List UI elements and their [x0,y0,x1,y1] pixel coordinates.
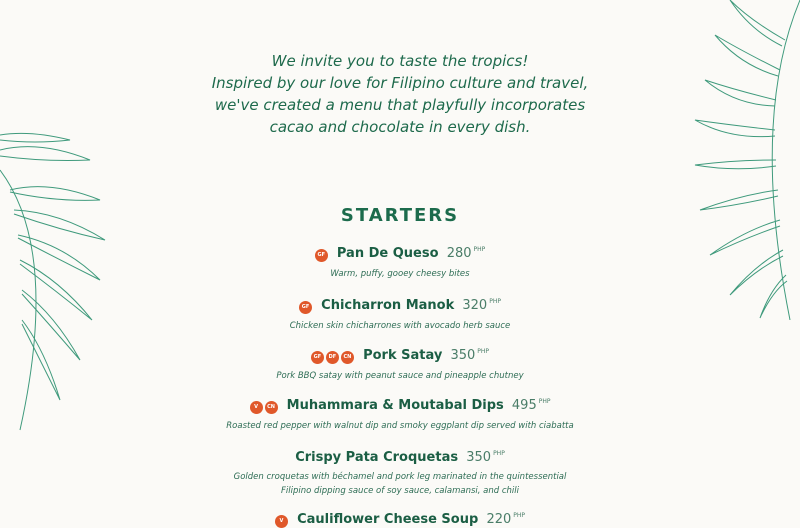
menu-item [0,298,800,333]
menu-item-price: 280 [446,246,472,261]
gluten-free-badge: GF [299,301,312,314]
menu-item-title [0,398,800,414]
intro-line: Inspired by our love for Filipino culture and travel, [211,74,589,92]
intro-line: We invite you to taste the tropics! [271,52,529,70]
gluten-free-badge: GF [311,351,324,364]
menu-item-price: 320 [462,298,488,313]
menu-item-description-line: Golden croquetas with béchamel and pork leg marinated in the quintessential [233,472,567,482]
section-title: STARTERS [340,205,460,226]
currency-label: PHP [493,450,505,457]
menu-item-description [0,470,800,498]
menu-item-name: Muhammara & Moutabal Dips [286,398,504,413]
menu-item-name: Pan De Queso [336,246,439,261]
menu-item-name: Chicharron Manok [321,298,455,313]
menu-item-price: 350 [466,450,492,465]
menu-item-name: Pork Satay [363,348,443,363]
vegetarian-badge: V [250,401,263,414]
currency-label: PHP [477,348,490,355]
intro-line: cacao and chocolate in every dish. [269,118,531,136]
menu-item-title [0,246,800,262]
intro-line: we've created a menu that playfully incorporates [214,96,586,114]
menu-item-price: 220 [486,512,512,527]
menu-item [0,246,800,281]
currency-label: PHP [473,246,486,253]
menu-item-description: Warm, puffy, gooey cheesy bites [330,269,470,279]
menu-item-title [0,512,800,528]
vegetarian-badge: V [275,515,288,528]
menu-item-name: Crispy Pata Croquetas [295,450,459,465]
contains-nuts-badge: CN [265,401,278,414]
gluten-free-badge: GF [315,249,328,262]
currency-label: PHP [489,298,501,305]
menu-item-name: Cauliflower Cheese Soup [297,512,479,527]
palm-leaf-left-icon [0,130,110,440]
menu-item [0,348,800,383]
menu-item-description: Pork BBQ satay with peanut sauce and pineapple chutney [276,371,524,381]
menu-item-description: Chicken skin chicharrones with avocado herb sauce [289,321,511,331]
currency-label: PHP [538,398,551,405]
menu-item-description: Roasted red pepper with walnut dip and smoky eggplant dip served with ciabatta [226,421,574,431]
menu-item-title [0,348,800,364]
menu-item-price: 495 [511,398,537,413]
menu-item [0,512,800,528]
dairy-free-badge: DF [326,351,339,364]
currency-label: PHP [513,512,526,519]
contains-nuts-badge: CN [341,351,354,364]
menu-item [0,450,800,498]
menu-item-description-line: Filipino dipping sauce of soy sauce, calamansi, and chili [281,486,519,496]
menu-item-title [0,298,800,314]
intro-text [0,50,800,138]
menu-item-title [0,450,800,465]
menu-item-price: 350 [450,348,476,363]
menu-item [0,398,800,433]
